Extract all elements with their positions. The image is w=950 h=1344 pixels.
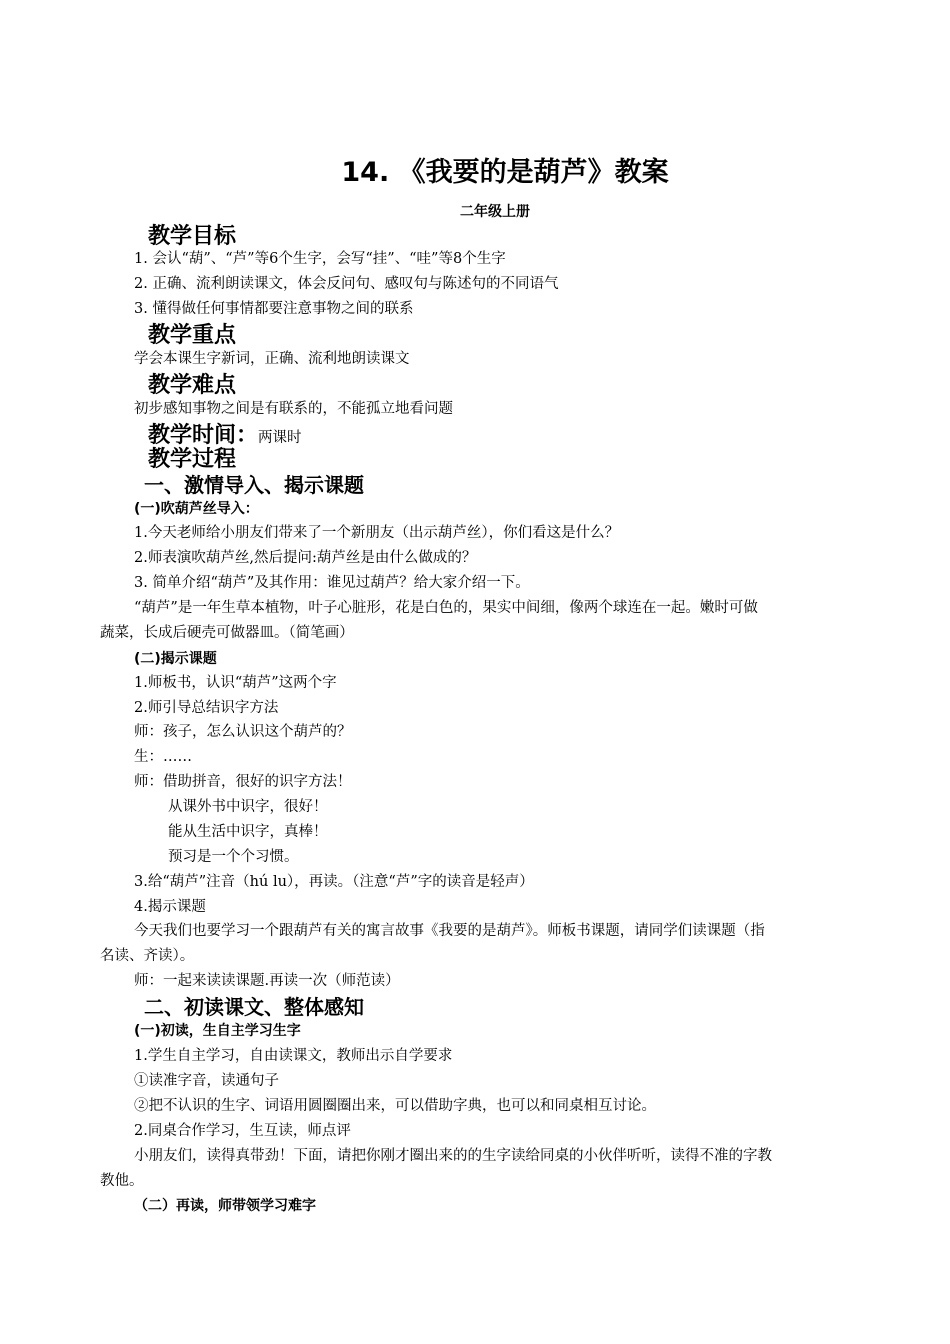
text-line: 1.今天老师给小朋友们带来了一个新朋友（出示葫芦丝），你们看这是什么？: [134, 525, 620, 541]
text-line: 预习是一个个习惯。: [168, 849, 299, 865]
paragraph-line: “葫芦”是一年生草本植物，叶子心脏形，花是白色的，果实中间细，像两个球连在一起。嫩时可做: [134, 600, 758, 616]
section1-subheading: (二)揭示课题: [134, 651, 217, 667]
text-line: 1.学生自主学习，自由读课文，教师出示自学要求: [134, 1048, 453, 1064]
text-line: ①读准字音，读通句子: [134, 1073, 279, 1089]
goal-item: 2. 正确、流利朗读课文，体会反问句、感叹句与陈述句的不同语气: [134, 276, 559, 292]
goal-item: 3. 懂得做任何事情都要注意事物之间的联系: [134, 301, 414, 317]
goal-item: 1. 会认“葫”、“芦”等6个生字，会写“挂”、“哇”等8个生字: [134, 251, 506, 267]
text-line: 生：……: [134, 749, 192, 765]
text-line: 2.师引导总结识字方法: [134, 700, 279, 716]
focus-text: 学会本课生字新词，正确、流利地朗读课文: [134, 351, 410, 367]
text-line: 2.师表演吹葫芦丝,然后提问:葫芦丝是由什么做成的？: [134, 550, 477, 566]
section1-subheading: (一)吹葫芦丝导入：: [134, 501, 259, 517]
text-line: 师：孩子，怎么认识这个葫芦的？: [134, 724, 352, 740]
process-heading: 教学过程: [148, 447, 237, 472]
document-title: 14. 《我要的是葫芦》教案: [341, 157, 669, 188]
document-subtitle: 二年级上册: [460, 204, 530, 220]
paragraph-line: 蔬菜，长成后硬壳可做器皿。（简笔画）: [100, 625, 354, 641]
section2-subheading: （二）再读，师带领学习难字: [134, 1198, 316, 1214]
focus-heading: 教学重点: [148, 323, 237, 348]
time-label: 教学时间：: [148, 423, 259, 448]
text-line: ②把不认识的生字、词语用圆圈圈出来，可以借助字典，也可以和同桌相互讨论。: [134, 1098, 656, 1114]
text-line: 师：一起来读读课题.再读一次（师范读）: [134, 973, 400, 989]
text-line: 4.揭示课题: [134, 899, 206, 915]
text-line: 1.师板书，认识“葫芦”这两个字: [134, 675, 337, 691]
text-line: 从课外书中识字，很好！: [168, 799, 328, 815]
section1-heading: 一、激情导入、揭示课题: [144, 473, 364, 497]
text-line: 2.同桌合作学习，生互读，师点评: [134, 1123, 351, 1139]
time-value: 两课时: [258, 430, 302, 446]
section2-subheading: (一)初读，生自主学习生字: [134, 1023, 301, 1039]
paragraph-line: 今天我们也要学习一个跟葫芦有关的寓言故事《我要的是葫芦》。师板书课题，请同学们读课题（指: [134, 923, 765, 939]
text-line: 能从生活中识字，真棒！: [168, 824, 328, 840]
paragraph-line: 名读、齐读）。: [100, 948, 195, 964]
text-line: 3.给“葫芦”注音（hú lu），再读。（注意“芦”字的读音是轻声）: [134, 874, 534, 890]
difficulty-text: 初步感知事物之间是有联系的，不能孤立地看问题: [134, 401, 453, 417]
text-line: 师：借助拼音，很好的识字方法！: [134, 774, 352, 790]
paragraph-line: 小朋友们，读得真带劲！下面，请把你刚才圈出来的的生字读给同桌的小伙伴听听，读得不准的字教: [134, 1148, 772, 1164]
text-line: 3. 简单介绍“葫芦”及其作用：谁见过葫芦？给大家介绍一下。: [134, 575, 530, 591]
section2-heading: 二、初读课文、整体感知: [144, 995, 364, 1019]
difficulty-heading: 教学难点: [148, 373, 237, 398]
paragraph-line: 教他。: [100, 1173, 144, 1189]
goals-heading: 教学目标: [148, 224, 237, 249]
